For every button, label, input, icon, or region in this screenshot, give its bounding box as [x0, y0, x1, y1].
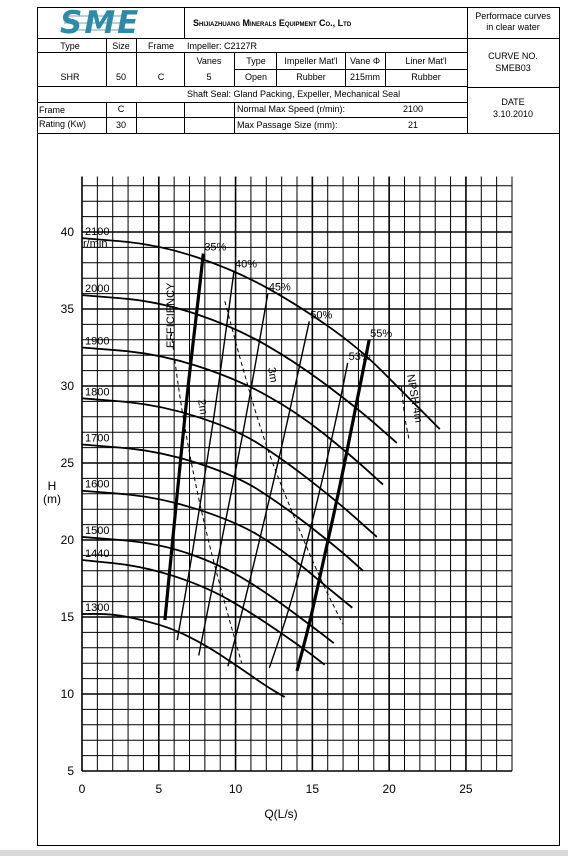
- label-type: Type: [60, 41, 80, 51]
- label-size: Size: [112, 41, 130, 51]
- value-liner-mat: Rubber: [411, 72, 441, 82]
- speed-label-1600: 1600: [85, 478, 110, 491]
- value-frame-c: C: [117, 104, 125, 114]
- efficiency-label-55pct: 55%: [370, 327, 393, 340]
- x-tick-label: 5: [155, 782, 163, 796]
- y-tick-label: 10: [60, 687, 74, 701]
- value-vane-dia: 215mm: [349, 72, 381, 82]
- value-curve-no: SMEB03: [495, 63, 531, 73]
- y-tick-label: 15: [60, 610, 74, 624]
- label-max-passage: Max Passage Size (mm):: [237, 120, 338, 130]
- value-max-passage: 21: [407, 120, 419, 130]
- logo-text: SME: [60, 5, 141, 41]
- speed-curve-2000: [82, 295, 397, 443]
- value-normal-speed: 2100: [402, 104, 424, 114]
- speed-label-2100: 2100: [85, 226, 110, 239]
- label-normal-speed: Normal Max Speed (r/min):: [237, 104, 346, 114]
- y-axis-label-h: H: [47, 479, 57, 493]
- speed-label-1900: 1900: [85, 335, 110, 348]
- label-impeller: Impeller: C2127R: [187, 41, 258, 51]
- x-tick-label: 0: [78, 782, 86, 796]
- y-tick-label: 30: [60, 379, 74, 393]
- speed-unit-label: r/min: [83, 238, 108, 251]
- label-rating: Rating (Kw): [39, 119, 87, 129]
- label-vane-dia: Vane Φ: [349, 56, 381, 66]
- npsh-label-3m: 3m: [265, 366, 280, 384]
- x-axis-label: Q(L/s): [264, 807, 298, 821]
- x-tick-label: 20: [382, 782, 396, 796]
- npsh-label-4m: NPSH 4m: [404, 373, 425, 424]
- speed-label-2000: 2000: [85, 283, 110, 296]
- value-size: 50: [115, 72, 127, 82]
- y-tick-label: 40: [60, 225, 74, 239]
- label-vane-type: Type: [246, 56, 266, 66]
- efficiency-label-53pct: 53%: [348, 350, 371, 363]
- perf-title-line1: Performace curves: [475, 11, 551, 21]
- value-rating: 30: [115, 120, 127, 130]
- speed-label-1300: 1300: [85, 601, 110, 614]
- y-tick-label: 5: [67, 764, 74, 778]
- y-axis-label-m: (m): [43, 492, 61, 506]
- value-frame: C: [157, 72, 165, 82]
- speed-label-1800: 1800: [85, 386, 110, 399]
- label-impeller-mat: Impeller Mat'l: [284, 56, 338, 66]
- x-tick-label: 10: [228, 782, 243, 796]
- label-frame: Frame: [147, 41, 175, 51]
- speed-curve-1900: [82, 348, 383, 485]
- value-vanes: 5: [206, 72, 212, 82]
- x-tick-label: 15: [305, 782, 320, 796]
- efficiency-label-35pct: 35%: [204, 241, 227, 254]
- company-name: Shijiazhuang Minerals Equipment Co., Ltd: [193, 18, 352, 28]
- efficiency-label-40pct: 40%: [235, 258, 258, 271]
- label-liner-mat: Liner Mat'l: [405, 56, 447, 66]
- x-tick-label: 25: [459, 782, 473, 796]
- speed-label-1700: 1700: [85, 432, 110, 445]
- y-tick-label: 20: [60, 533, 74, 547]
- value-type: SHR: [60, 72, 80, 82]
- speed-label-1500: 1500: [85, 524, 110, 537]
- value-date: 3.10.2010: [492, 109, 534, 119]
- efficiency-label-50pct: 50%: [310, 309, 333, 322]
- perf-title-line2: in clear water: [486, 22, 540, 32]
- label-vanes: Vanes: [196, 56, 222, 66]
- npsh-label-2m: 2m: [195, 398, 210, 416]
- value-impeller-mat: Rubber: [296, 72, 326, 82]
- value-vane-type: Open: [244, 72, 268, 82]
- speed-label-1440: 1440: [85, 548, 110, 561]
- efficiency-label: EFFICIENCY: [165, 282, 177, 348]
- label-date: DATE: [501, 97, 525, 107]
- label-curve-no: CURVE NO.: [488, 51, 538, 61]
- y-tick-label: 35: [60, 302, 74, 316]
- label-frame-left: Frame: [39, 105, 66, 115]
- y-tick-label: 25: [60, 456, 74, 470]
- shaft-seal: Shaft Seal: Gland Packing, Expeller, Mechanical Seal: [187, 89, 401, 99]
- efficiency-label-45pct: 45%: [268, 281, 291, 294]
